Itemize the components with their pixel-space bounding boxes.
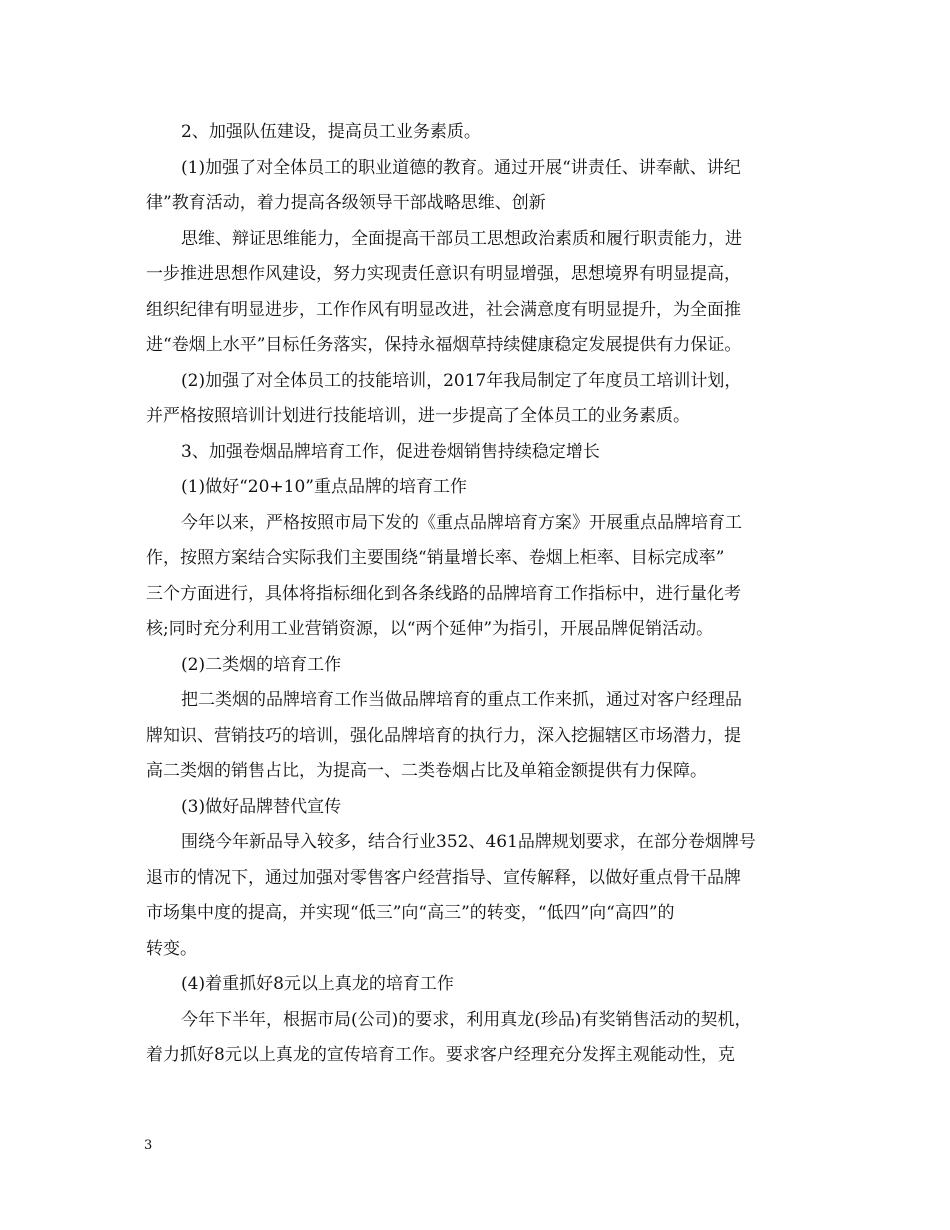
- text-line: 牌知识、营销技巧的培训，强化品牌培育的执行力，深入挖掘辖区市场潜力，提: [146, 725, 741, 746]
- text-line: 律”教育活动，着力提高各级领导干部战略思维、创新: [146, 193, 546, 213]
- text-line: 今年以来，严格按照市局下发的《重点品牌培育方案》开展重点品牌培育工: [181, 512, 742, 533]
- text-line: 市场集中度的提高，并实现“低三”向“高三”的转变，“低四”向“高四”的: [146, 903, 675, 923]
- text-line: (1)做好“20+10”重点品牌的培育工作: [181, 477, 467, 497]
- text-line: 作，按照方案结合实际我们主要围绕“销量增长率、卷烟上柜率、目标完成率”: [146, 548, 725, 568]
- text-line: 2、加强队伍建设，提高员工业务素质。: [181, 122, 481, 142]
- page-number: 3: [144, 1138, 153, 1153]
- text-line: 转变。: [146, 938, 197, 959]
- text-line: (3)做好品牌替代宣传: [181, 796, 342, 817]
- text-line: 核;同时充分利用工业营销资源，以“两个延伸”为指引，开展品牌促销活动。: [146, 619, 714, 639]
- text-line: 着力抓好8元以上真龙的宣传培育工作。要求客户经理充分发挥主观能动性，克: [146, 1045, 735, 1065]
- text-line: 一步推进思想作风建设，努力实现责任意识有明显增强，思想境界有明显提高，: [146, 264, 741, 284]
- text-line: 围绕今年新品导入较多，结合行业352、461品牌规划要求，在部分卷烟牌号: [181, 832, 756, 852]
- text-line: (4)着重抓好8元以上真龙的培育工作: [181, 974, 454, 994]
- text-line: 三个方面进行，具体将指标细化到各条线路的品牌培育工作指标中，进行量化考: [146, 583, 741, 604]
- text-line: (2)加强了对全体员工的技能培训，2017年我局制定了年度员工培训计划，: [181, 370, 742, 391]
- text-line: 退市的情况下，通过加强对零售客户经营指导、宣传解释，以做好重点骨干品牌: [146, 867, 741, 888]
- text-line: 进“卷烟上水平”目标任务落实，保持永福烟草持续健康稳定发展提供有力保证。: [146, 335, 742, 355]
- document-body: [146, 115, 806, 1074]
- text-line: (1)加强了对全体员工的职业道德的教育。通过开展“讲责任、讲奉献、讲纪: [181, 157, 741, 178]
- text-line: 今年下半年，根据市局(公司)的要求，利用真龙(珍品)有奖销售活动的契机，: [181, 1009, 752, 1030]
- text-line: 高二类烟的销售占比，为提高一、二类卷烟占比及单箱金额提供有力保障。: [146, 761, 707, 781]
- text-line: 把二类烟的品牌培育工作当做品牌培育的重点工作来抓，通过对客户经理品: [181, 690, 742, 710]
- text-line: (2)二类烟的培育工作: [181, 654, 342, 675]
- text-line: 3、加强卷烟品牌培育工作，促进卷烟销售持续稳定增长: [181, 441, 600, 462]
- text-line: 组织纪律有明显进步，工作作风有明显改进，社会满意度有明显提升，为全面推: [146, 299, 741, 320]
- text-line: 并严格按照培训计划进行技能培训，进一步提高了全体员工的业务素质。: [146, 406, 690, 426]
- text-line: 思维、辩证思维能力，全面提高干部员工思想政治素质和履行职责能力，进: [181, 228, 742, 249]
